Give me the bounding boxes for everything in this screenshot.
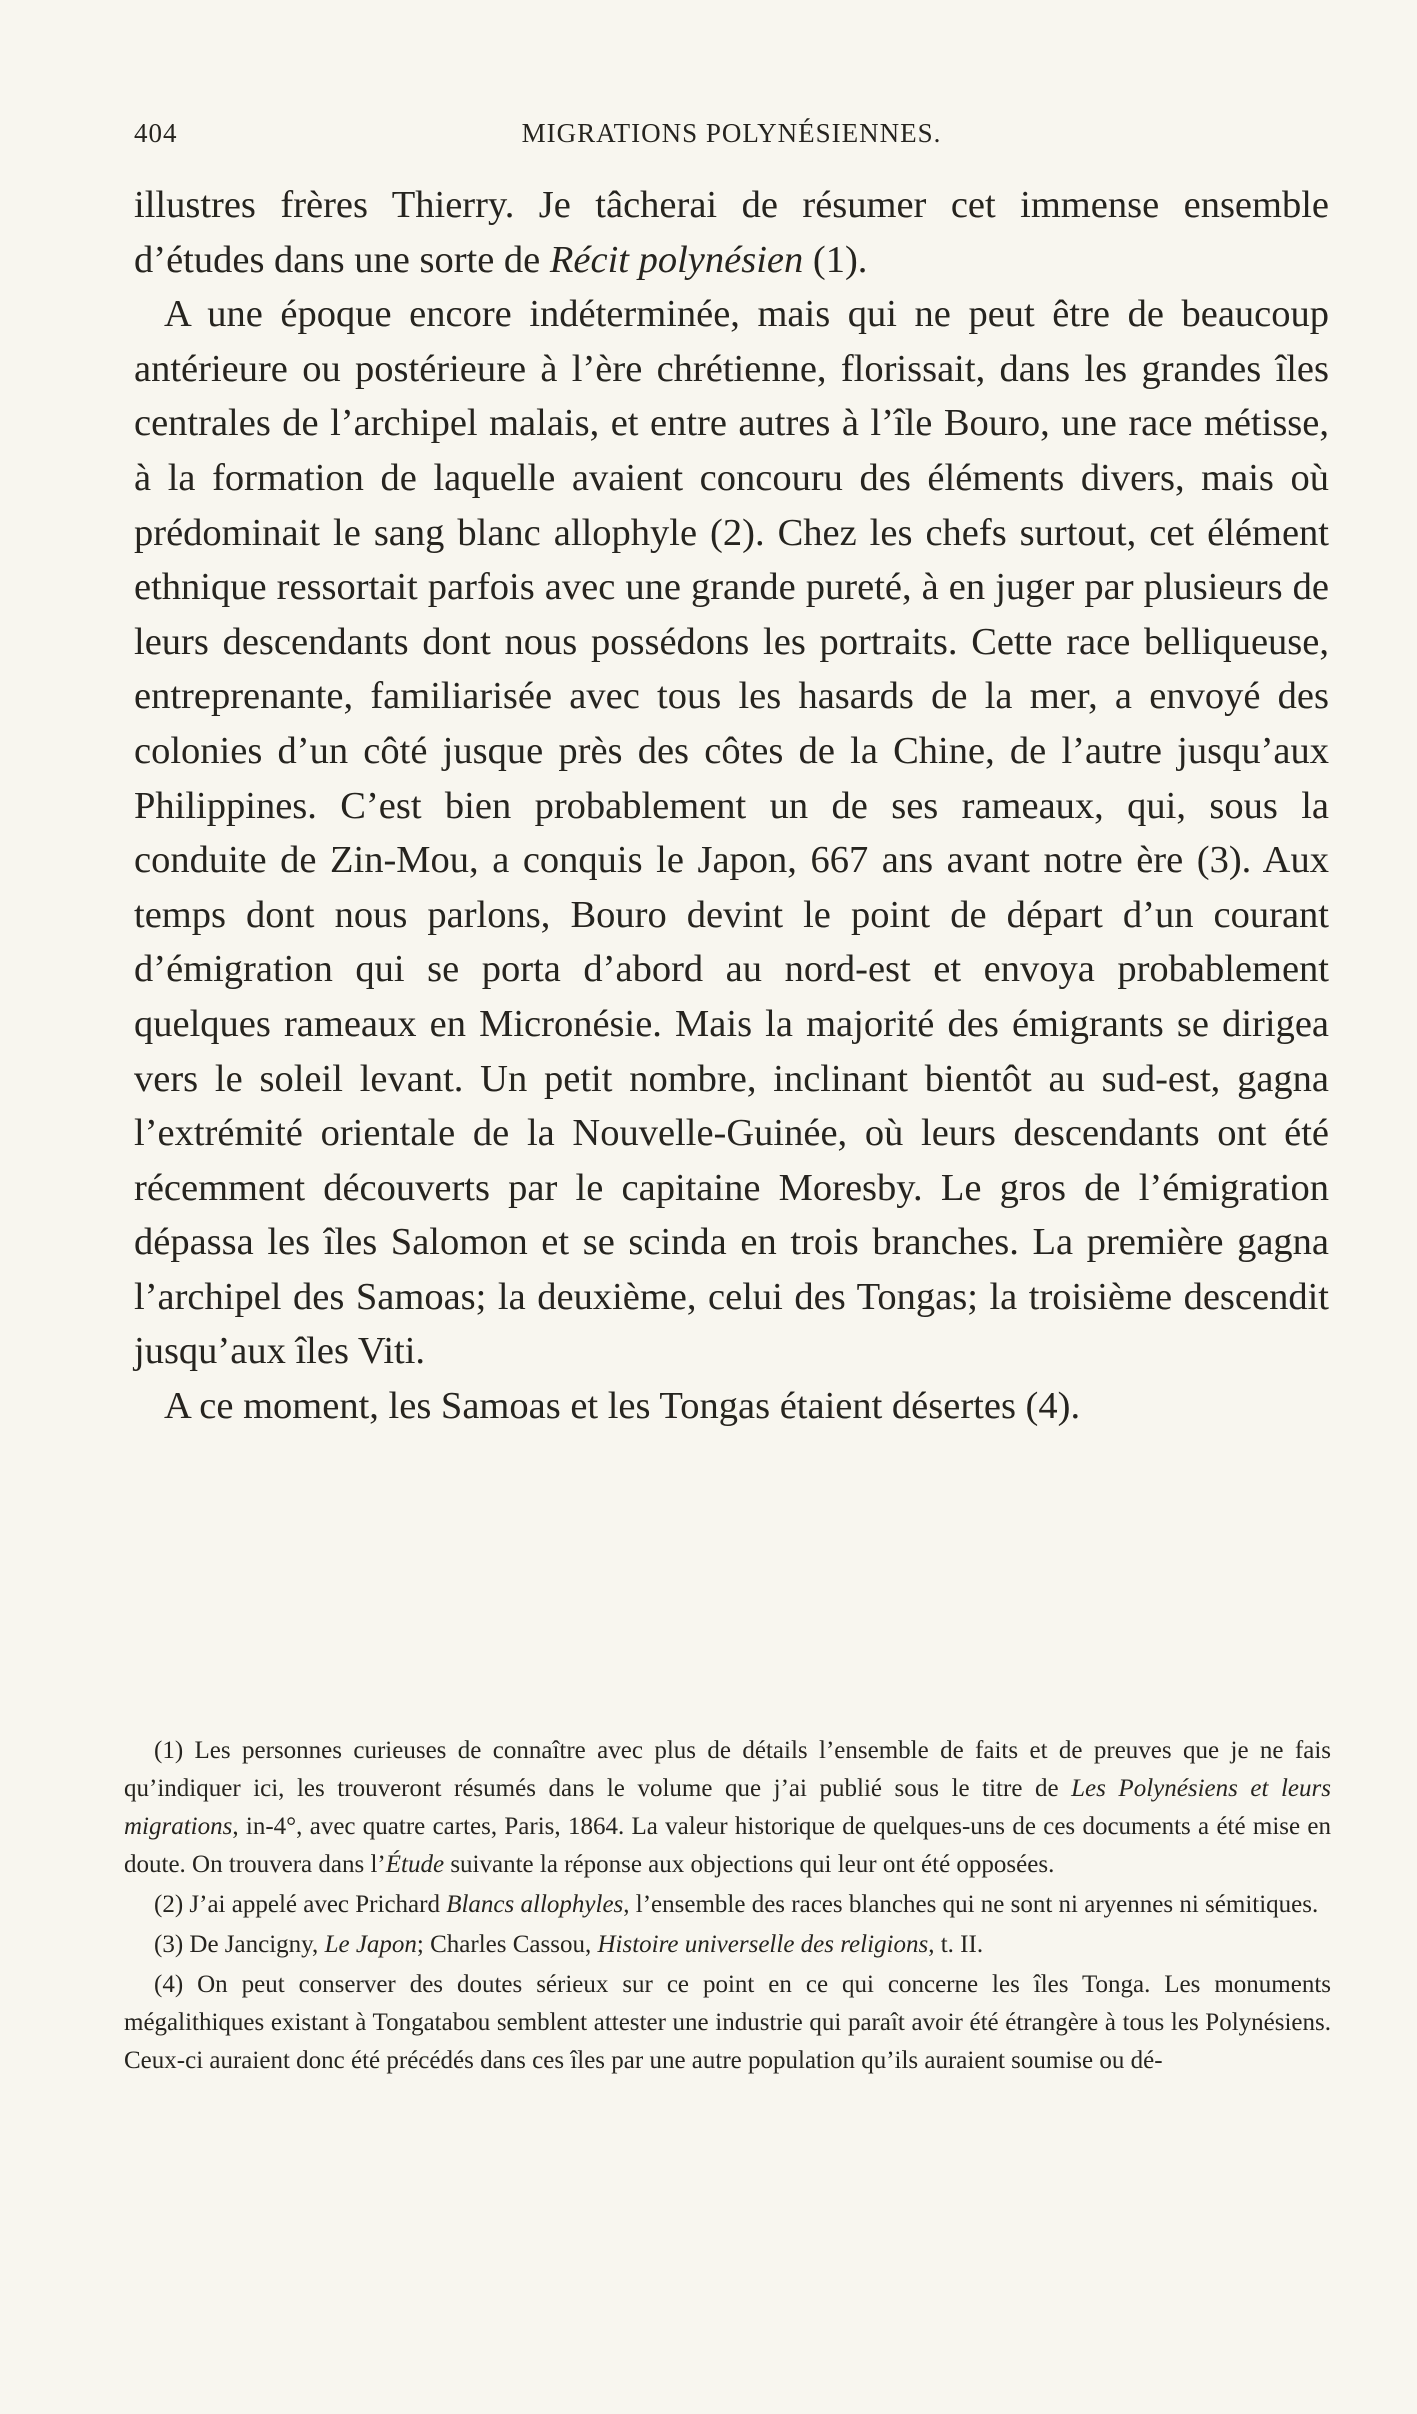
footnote-3-number: (3) <box>154 1931 184 1958</box>
footnote-4 <box>124 1966 1331 2080</box>
footnote-2 <box>124 1886 1331 1924</box>
footnote-2-term: Blancs allophyles <box>446 1891 624 1918</box>
paragraph-1-note-ref: (1). <box>803 238 868 281</box>
footnote-2-text-a: J’ai appelé avec Prichard <box>183 1891 447 1918</box>
running-title: MIGRATIONS POLYNÉSIENNES. <box>521 118 942 148</box>
main-text <box>134 178 1329 1434</box>
footnote-1-number: (1) <box>154 1737 184 1764</box>
footnote-3 <box>124 1926 1331 1964</box>
footnote-1-text-b: , in-4°, avec quatre cartes, Paris, 1864. La valeur historique de quelques-uns de ces documents a été mise en doute. On trouvera dans l’ <box>124 1813 1331 1878</box>
footnote-1-text-c: suivante la réponse aux objections qui leur ont été opposées. <box>444 1851 1055 1878</box>
footnote-3-text-a: De Jancigny, <box>183 1931 325 1958</box>
footnote-1-text-a: Les personnes curieuses de connaître avec plus de détails l’ensemble de faits et de preuves que je ne fais qu’indiquer ici, les trouveront résumés dans le volume que j’ai publié sous le titre de <box>124 1737 1331 1802</box>
running-head <box>134 118 1329 158</box>
footnote-3-text-b: ; Charles Cassou, <box>416 1931 598 1958</box>
footnote-4-text: On peut conserver des doutes sérieux sur ce point en ce qui concerne les îles Tonga. Les monuments mégalithiques existant à Tongatabou semblent attester une industrie qui paraît avoir été étrangère à tous les Polynésiens. Ceux-ci auraient donc été précédés dans ces îles par une autre population qu’ils auraient soumise ou dé- <box>124 1971 1331 2074</box>
footnote-3-title-b: Histoire universelle des religions <box>597 1931 929 1958</box>
paragraph-2: A une époque encore indéterminée, mais qui ne peut être de beaucoup antérieure ou postérieure à l’ère chrétienne, florissait, dans les grandes îles centrales de l’archipel malais, et entre autres à l’île Bouro, une race métisse, à la formation de laquelle avaient concouru des éléments divers, mais où prédominait le sang blanc allophyle (2). Chez les chefs surtout, cet élément ethnique ressortait parfois avec une grande pureté, à en juger par plusieurs de leurs descendants dont nous possédons les portraits. Cette race belliqueuse, entreprenante, familiarisée avec tous les hasards de la mer, a envoyé des colonies d’un côté jusque près des côtes de la Chine, de l’autre jusqu’aux Philippines. C’est bien probablement un de ses rameaux, qui, sous la conduite de Zin-Mou, a conquis le Japon, 667 ans avant notre ère (3). Aux temps dont nous parlons, Bouro devint le point de départ d’un courant d’émigration qui se porta d’abord au nord-est et envoya probablement quelques rameaux en Micronésie. Mais la majorité des émigrants se dirigea vers le soleil levant. Un petit nombre, inclinant bientôt au sud-est, gagna l’extrémité orientale de la Nouvelle-Guinée, où leurs descendants ont été récemment découverts par le capitaine Moresby. Le gros de l’émigration dépassa les îles Salomon et se scinda en trois branches. La première gagna l’archipel des Samoas; la deuxième, celui des Tongas; la troisième descendit jusqu’aux îles Viti. <box>134 293 1329 1373</box>
paragraph-1 <box>134 178 1329 287</box>
footnote-3-text-c: , t. II. <box>928 1931 984 1958</box>
page-number: 404 <box>134 118 178 148</box>
footnote-2-text-b: , l’ensemble des races blanches qui ne sont ni aryennes ni sémitiques. <box>623 1891 1319 1918</box>
footnote-1 <box>124 1732 1331 1884</box>
paragraph-1-text: illustres frères Thierry. Je tâcherai de résumer cet immense ensemble d’études dans une sorte de <box>134 184 1329 281</box>
recit-polynesien-title: Récit polynésien <box>549 238 804 281</box>
footnote-4-number: (4) <box>154 1971 184 1998</box>
footnote-3-title-a: Le Japon <box>324 1931 417 1958</box>
footnotes <box>124 1732 1331 2082</box>
paragraph-3: A ce moment, les Samoas et les Tongas étaient désertes (4). <box>164 1385 1081 1428</box>
footnote-2-number: (2) <box>154 1891 184 1918</box>
footnote-1-etude: Étude <box>385 1851 445 1878</box>
footnote-1-book-title: Les Polynésiens et leurs migrations <box>124 1775 1331 1840</box>
